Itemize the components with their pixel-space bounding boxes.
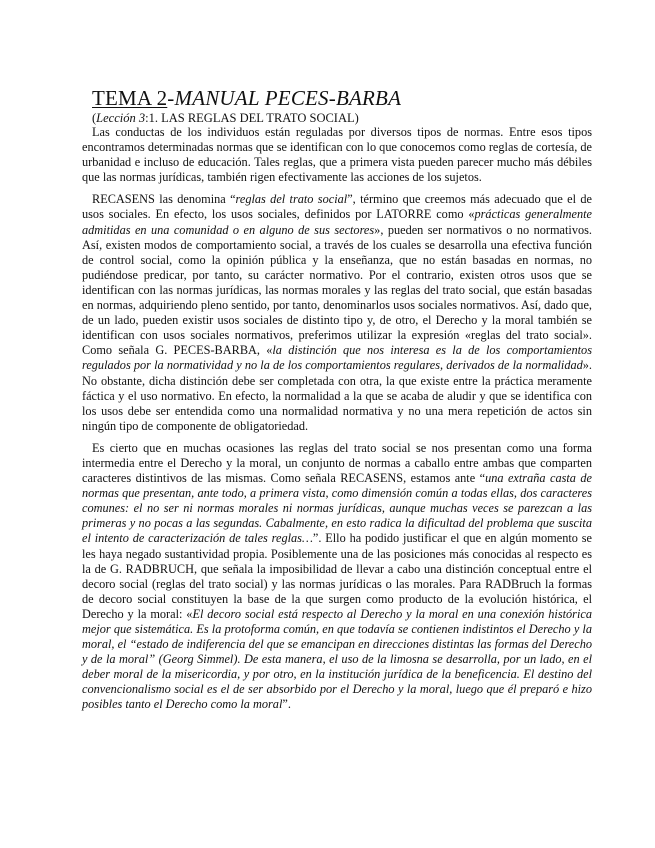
italic-quote: reglas del trato social: [235, 192, 348, 207]
text-run: », pueden ser normativos o no normativos. Así, existen modos de comportamiento social, a través de los cuales se desarrolla una efectiva función de control social, como la opinión pública y la enseñanza, que no están basadas en normas, no pudiéndose predicar, por tanto, su carácter normativo. Por el contrario, existen otros usos que se identifican con las normas jurídicas, las normas morales y las reglas del trato social, que están basadas en normas, adquiriendo pleno sentido, por tanto, denominarlos usos sociales normativos. Así, dado que, de un lado, pueden existir usos sociales de distinto tipo y, de otro, el Derecho y la moral también se identifican con usos sociales normativos, preferimos utilizar la expresión «reglas del trato social». Como señala G. PECES-BARBA, «: [82, 222, 593, 358]
text-run: ”. Ello ha podido justificar el que en algún momento se les haya negado sustantividad propia. Posiblemente una de las posiciones más conocidas al respecto es la de G. RADBRUCH, que señala la imposibilidad de llevar a cabo una distinción conceptual entre el decoro social (reglas del trato social) y las normas jurídicas o las morales. Para RADBruch la formas de decoro social constituyen la base de la que surgen como producto de la evolución histórica, el Derecho y la moral: «: [82, 531, 592, 621]
topic-number: TEMA 2: [92, 86, 168, 110]
lesson-open-paren: (: [92, 111, 97, 125]
paragraph-3: [82, 441, 592, 713]
italic-quote: El decoro social está respecto al Derecho y la moral en una conexión histórica mejor que sistemática. Es la protoforma común, en que todavía se contienen indistintos el Derecho y la moral, el “estado de indiferencia del que se emancipan en direcciones distintas las formas del Derecho y de la moral” (Georg Simmel). De esta manera, el uso de la limosna se desarrolla, por un lado, en el deber moral de la misericordia, y por otro, en la institución jurídica de la beneficencia. El destino del convencionalismo social es el de ser absorbido por el Derecho y la moral, luego que él preparó e hizo posibles tanto el Derecho como la moral: [82, 606, 592, 712]
paragraph-1: [82, 125, 592, 185]
lesson-label: Lección 3: [96, 111, 146, 125]
title-dash: -: [167, 86, 175, 110]
text-run: ». No obstante, dicha distinción debe ser completada con otra, la que existe entre la práctica meramente fáctica y el uso normativo. En efecto, la normalidad a la que se acaba de aludir y que se identifica con los usos debe ser entendida como una normalidad normativa y no una mera repetición de actos sin ningún tipo de componente de obligatoriedad.: [82, 358, 592, 433]
document-page: [82, 86, 592, 713]
body-text: [82, 125, 592, 713]
text-run: RECASENS las denomina “: [92, 192, 236, 207]
italic-quote: la distinción que nos interesa es la de los comportamientos regulados por la normatividad y no la de los comportamientos regulares, derivados de la normalidad: [82, 343, 592, 373]
text-run: ”.: [282, 697, 291, 712]
text-run: Es cierto que en muchas ocasiones las reglas del trato social se nos presentan como una forma intermedia entre el Derecho y la moral, un conjunto de normas a caballo entre ambas que comparten caracteres distintivos de las mismas. Como señala RECASENS, estamos ante “: [82, 440, 592, 486]
document-title: [92, 86, 592, 110]
paragraph-2: [82, 192, 592, 434]
lesson-title: :1. LAS REGLAS DEL TRATO SOCIAL): [145, 111, 359, 125]
text-run: Las conductas de los individuos están reguladas por diversos tipos de normas. Entre esos tipos encontramos determinadas normas que se identifican con lo que conocemos como reglas de cortesía, de urbanidad e incluso de educación. Tales reglas, que a primera vista pueden parecer mucho más débiles que las normas jurídicas, también rigen efectivamente las acciones de los sujetos.: [82, 125, 592, 185]
text-run: ”, término que creemos más adecuado que el de usos sociales. En efecto, los usos sociales, definidos por LATORRE como «: [82, 192, 592, 222]
manual-name: MANUAL PECES-BARBA: [174, 86, 402, 110]
italic-quote: una extraña casta de normas que presentan, ante todo, a primera vista, como dimensión común a todas ellas, dos caracteres comunes: el no ser ni normas morales ni normas jurídicas, aunque muchas veces se parezcan a las primeras y no pocas a las segundas. Cabalmente, en esto radica la dificultad del problema que suscita el intento de caracterización de tales reglas…: [82, 471, 592, 546]
italic-quote: prácticas generalmente admitidas en una comunidad o en alguno de sus sectores: [82, 207, 592, 237]
lesson-subtitle: [92, 111, 592, 125]
